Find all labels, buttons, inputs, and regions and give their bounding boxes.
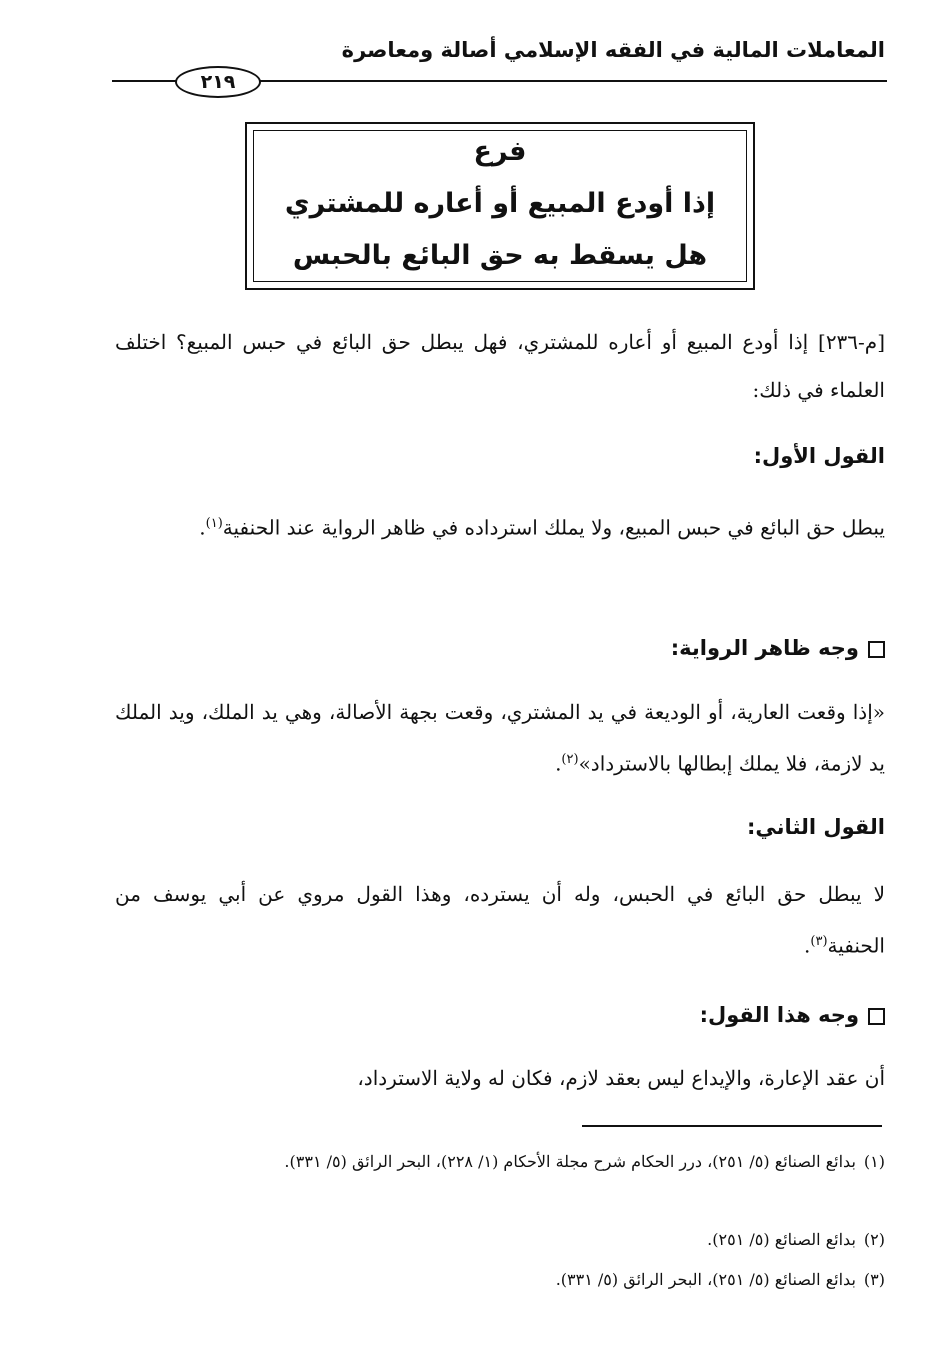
first-opinion-heading: القول الأول: [753, 444, 885, 468]
intro-paragraph: [م-٢٣٦] إذا أودع المبيع أو أعاره للمشتري، فهل يبطل حق البائع في حبس المبيع؟ اختلف العلماء في ذلك: [115, 330, 885, 402]
footnote-2 [115, 1222, 885, 1258]
second-opinion-text: لا يبطل حق البائع في الحبس، وله أن يسترده، وهذا القول مروي عن أبي يوسف من الحنفية [115, 882, 885, 958]
first-reason-heading-text: وجه ظاهر الرواية: [670, 636, 859, 660]
footnote-ref-1: (١) [205, 516, 223, 531]
running-title: المعاملات المالية في الفقه الإسلامي أصالة ومعاصرة [341, 38, 885, 62]
footnote-ref-3: (٣) [810, 934, 828, 949]
footnote-number: (٢) [863, 1230, 885, 1249]
first-reason-text: «إذا وقعت العارية، أو الوديعة في يد المشتري، وقعت بجهة الأصالة، وهي يد الملك، ويد الملك يد لازمة، فلا يملك إبطالها بالاسترداد» [115, 700, 885, 776]
footnote-number: (١) [863, 1152, 885, 1171]
square-bullet-icon [868, 641, 885, 658]
page-number: ٢١٩ [175, 66, 261, 98]
section-title-line-2: هل يسقط به حق البائع بالحبس [292, 240, 708, 271]
first-reason-paragraph: «إذا وقعت العارية، أو الوديعة في يد المشتري، وقعت بجهة الأصالة، وهي يد الملك، ويد الملك يد لازمة، فلا يملك إبطالها بالاسترداد»$^{(٢)}$. [115, 700, 885, 776]
footnote-1 [115, 1144, 885, 1180]
section-label: فرع [473, 136, 527, 167]
first-opinion-text: يبطل حق البائع في حبس المبيع، ولا يملك استرداده في ظاهر الرواية عند الحنفية [222, 515, 885, 540]
footnote-text: بدائع الصنائع (٥/ ٢٥١)، درر الحكام شرح مجلة الأحكام (١/ ٢٢٨)، البحر الرائق (٥/ ٣٣١). [284, 1152, 856, 1171]
square-bullet-icon [868, 1008, 885, 1025]
footnote-text: بدائع الصنائع (٥/ ٢٥١)، البحر الرائق (٥/ ٣٣١). [555, 1270, 856, 1289]
first-opinion-paragraph: يبطل حق البائع في حبس المبيع، ولا يملك استرداده في ظاهر الرواية عند الحنفية$^{(١)}$. [199, 515, 885, 540]
second-opinion-heading: القول الثاني: [747, 815, 885, 839]
section-title-line-1: إذا أودع المبيع أو أعاره للمشتري [284, 188, 716, 219]
footnote-3 [115, 1262, 885, 1298]
second-reason-heading-text: وجه هذا القول: [699, 1003, 859, 1027]
section-title-frame [245, 122, 755, 290]
footnote-rule [582, 1125, 882, 1127]
second-reason-heading [185, 1003, 885, 1027]
second-reason-paragraph: أن عقد الإعارة، والإيداع ليس بعقد لازم، فكان له ولاية الاسترداد، [357, 1066, 885, 1090]
second-opinion-paragraph: لا يبطل حق البائع في الحبس، وله أن يسترده، وهذا القول مروي عن أبي يوسف من الحنفية$^{(٣)}$. [115, 882, 885, 958]
first-reason-heading [185, 636, 885, 660]
footnote-number: (٣) [863, 1270, 885, 1289]
footnote-text: بدائع الصنائع (٥/ ٢٥١). [707, 1230, 856, 1249]
footnote-ref-2: (٢) [561, 752, 579, 767]
